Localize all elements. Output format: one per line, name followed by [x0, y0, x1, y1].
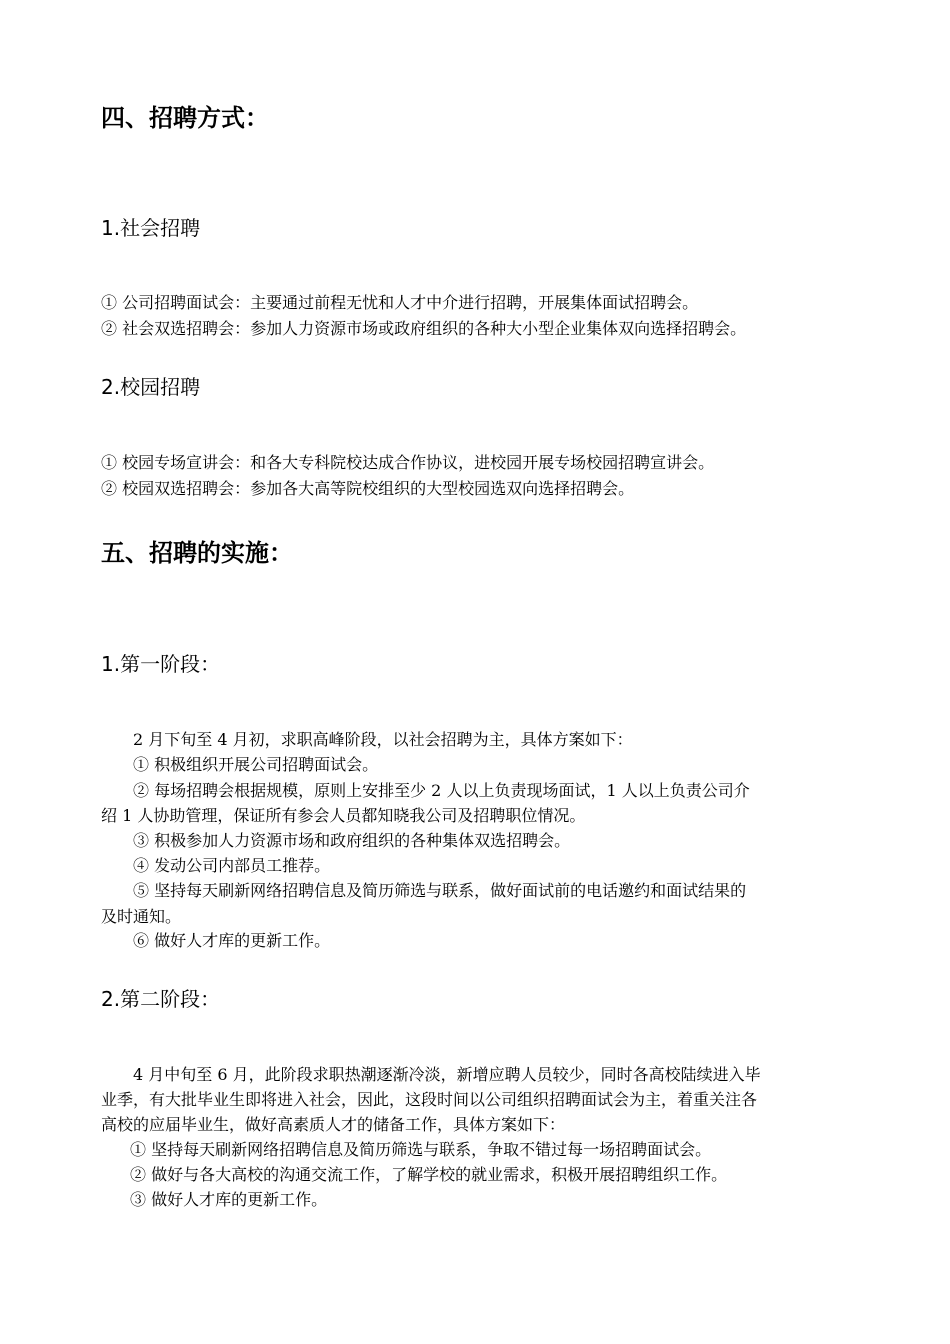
paragraph-line: 绍 1 人协助管理，保证所有参会人员都知晓我公司及招聘职位情况。 — [101, 806, 586, 825]
list-item: ⑥ 做好人才库的更新工作。 — [133, 931, 331, 950]
list-item: ② 每场招聘会根据规模，原则上安排至少 2 人以上负责现场面试，1 人以上负责公司介 — [133, 781, 750, 800]
list-item: ② 社会双选招聘会：参加人力资源市场或政府组织的各种大小型企业集体双向选择招聘会。 — [101, 319, 747, 338]
list-item: ① 校园专场宣讲会：和各大专科院校达成合作协议，进校园开展专场校园招聘宣讲会。 — [101, 453, 715, 472]
subsection-title-phase-two: 2.第二阶段： — [101, 987, 221, 1011]
paragraph-line: 4 月中旬至 6 月，此阶段求职热潮逐渐冷淡，新增应聘人员较少，同时各高校陆续进入毕 — [133, 1065, 761, 1084]
list-item: ⑤ 坚持每天刷新网络招聘信息及简历筛选与联系，做好面试前的电话邀约和面试结果的 — [133, 881, 747, 900]
paragraph-line: 2 月下旬至 4 月初，求职高峰阶段，以社会招聘为主，具体方案如下： — [133, 730, 633, 749]
section-heading-recruitment-methods: 四、招聘方式： — [101, 104, 269, 132]
subsection-title-social-recruitment: 1.社会招聘 — [101, 216, 201, 240]
paragraph-line: 高校的应届毕业生，做好高素质人才的储备工作，具体方案如下： — [101, 1115, 566, 1134]
list-item: ③ 积极参加人力资源市场和政府组织的各种集体双选招聘会。 — [133, 831, 571, 850]
list-item: ④ 发动公司内部员工推荐。 — [133, 856, 331, 875]
list-item: ① 积极组织开展公司招聘面试会。 — [133, 755, 379, 774]
subsection-title-phase-one: 1.第一阶段： — [101, 652, 221, 676]
list-item: ① 公司招聘面试会：主要通过前程无忧和人才中介进行招聘，开展集体面试招聘会。 — [101, 293, 699, 312]
paragraph-line: 及时通知。 — [101, 907, 182, 926]
paragraph-line: 业季，有大批毕业生即将进入社会，因此，这段时间以公司组织招聘面试会为主，着重关注各 — [101, 1090, 758, 1109]
section-heading-recruitment-implementation: 五、招聘的实施： — [101, 539, 293, 567]
list-item: ② 校园双选招聘会：参加各大高等院校组织的大型校园选双向选择招聘会。 — [101, 479, 635, 498]
list-item: ② 做好与各大高校的沟通交流工作，了解学校的就业需求，积极开展招聘组织工作。 — [130, 1165, 728, 1184]
subsection-title-campus-recruitment: 2.校园招聘 — [101, 375, 201, 399]
list-item: ③ 做好人才库的更新工作。 — [130, 1190, 328, 1209]
list-item: ① 坚持每天刷新网络招聘信息及简历筛选与联系，争取不错过每一场招聘面试会。 — [130, 1140, 712, 1159]
